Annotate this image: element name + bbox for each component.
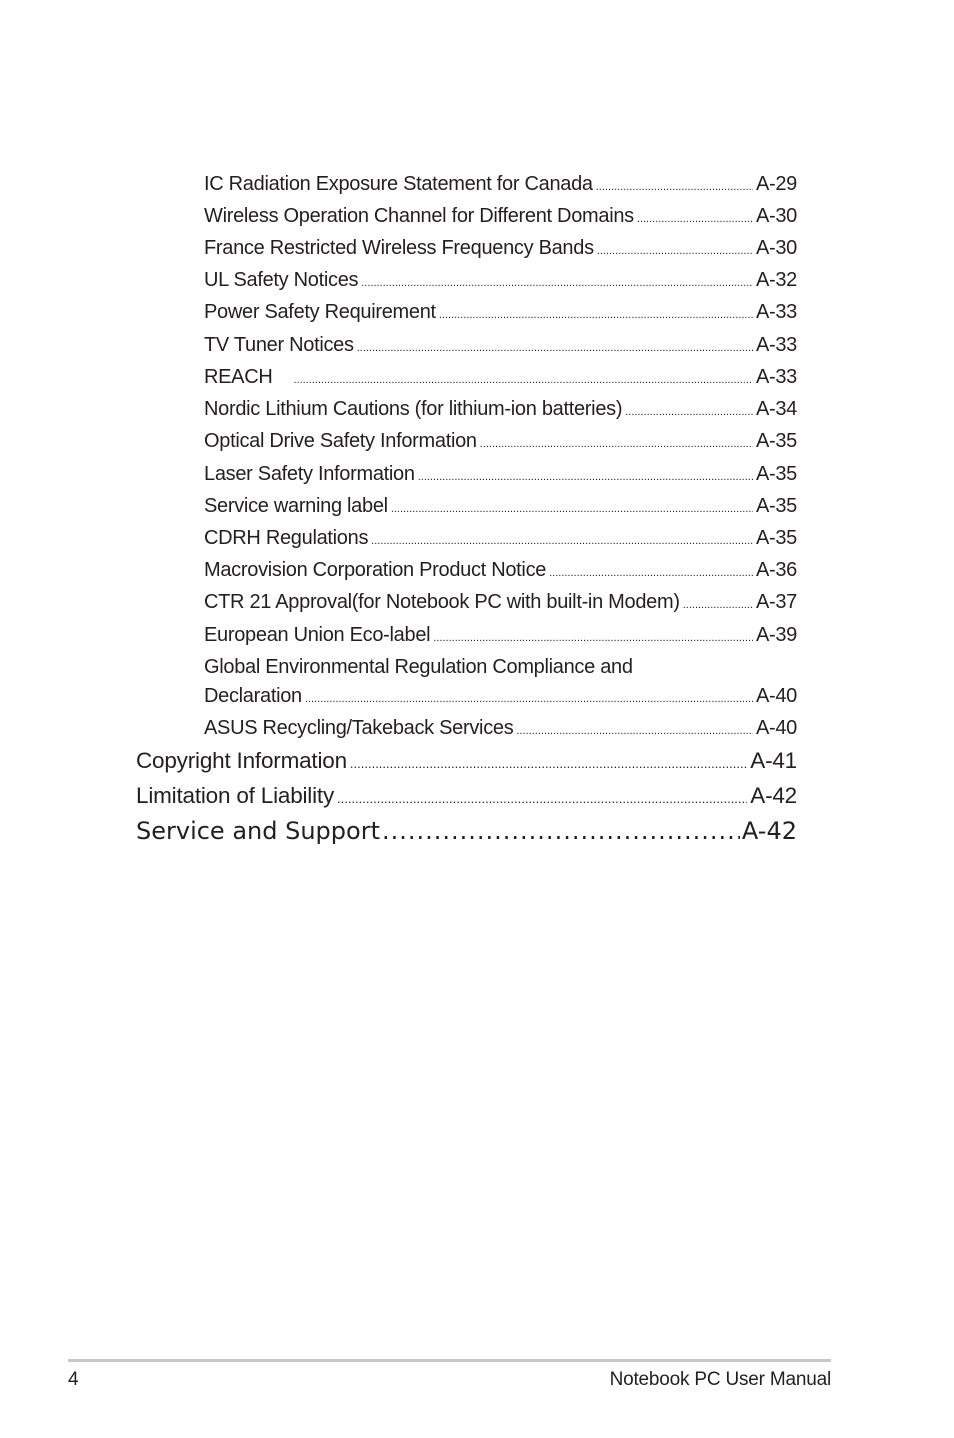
dot-leader: [516, 717, 753, 745]
toc-entry-label: Wireless Operation Channel for Different Domains: [204, 205, 634, 227]
toc-entry[interactable]: [204, 460, 797, 488]
toc-entry-label: CTR 21 Approval(for Notebook PC with built-in Modem): [204, 591, 680, 613]
toc-entry-page: A-37: [755, 591, 797, 613]
toc-entry-page: A-36: [755, 559, 797, 581]
toc-entry[interactable]: [204, 714, 797, 742]
toc-entry[interactable]: [204, 556, 797, 584]
toc-entry-page: A-33: [755, 301, 797, 323]
toc-entry[interactable]: [136, 814, 797, 848]
toc-entry[interactable]: [204, 298, 797, 326]
toc-entry-label: Nordic Lithium Cautions (for lithium-ion batteries): [204, 398, 623, 420]
toc-entry-page: A-35: [755, 430, 797, 452]
toc-entry-page: A-34: [755, 398, 797, 420]
toc-entry-page: A-42: [750, 783, 797, 808]
toc-entry-page: A-35: [755, 527, 797, 549]
toc-entry-label: Declaration: [204, 685, 302, 707]
footer-divider: [68, 1359, 831, 1362]
toc-entry-label: Laser Safety Information: [204, 463, 415, 485]
toc-entry-page: A-35: [755, 463, 797, 485]
footer-manual-title: Notebook PC User Manual: [609, 1369, 831, 1390]
toc-entry-label: REACH: [204, 366, 273, 388]
dot-leader: [361, 269, 753, 297]
dot-leader: [382, 814, 740, 848]
dot-leader: [480, 430, 753, 458]
toc-entry-label: UL Safety Notices: [204, 269, 359, 291]
toc-entry-label: TV Tuner Notices: [204, 334, 354, 356]
toc-entry[interactable]: [204, 682, 797, 710]
dot-leader: [391, 495, 753, 523]
dot-leader: [418, 463, 753, 491]
toc-entry[interactable]: [204, 524, 797, 552]
toc-entry-page: A-39: [755, 624, 797, 646]
dot-leader: [683, 591, 753, 619]
toc-entry-label: France Restricted Wireless Frequency Bands: [204, 237, 594, 259]
toc-entry-label: European Union Eco-label: [204, 624, 431, 646]
dot-leader: [433, 624, 753, 652]
dot-leader: [371, 527, 753, 555]
toc-entry[interactable]: [204, 266, 797, 294]
toc-entry[interactable]: [204, 331, 797, 359]
dot-leader: [549, 559, 753, 587]
toc-entry-page: A-33: [755, 334, 797, 356]
toc-entry-page: A-29: [755, 173, 797, 195]
toc-entry-label: Limitation of Liability: [136, 783, 334, 808]
toc-entry-label: Macrovision Corporation Product Notice: [204, 559, 547, 581]
toc-entry[interactable]: [136, 746, 797, 776]
toc-entry-label-line1[interactable]: Global Environmental Regulation Compliance and: [204, 656, 633, 678]
toc-entry-page: A-40: [755, 685, 797, 707]
toc-entry-page: A-40: [755, 717, 797, 739]
toc-entry[interactable]: [204, 492, 797, 520]
toc-entry-page: A-41: [750, 748, 797, 773]
toc-entry-label: Optical Drive Safety Information: [204, 430, 477, 452]
toc-entry-label: Service warning label: [204, 495, 388, 517]
dot-leader: [439, 301, 753, 329]
dot-leader: [637, 205, 753, 233]
toc-entry-page: A-32: [755, 269, 797, 291]
toc-entry-label: Power Safety Requirement: [204, 301, 436, 323]
toc-entry-label: Copyright Information: [136, 748, 347, 773]
dot-leader: [294, 366, 753, 394]
dot-leader: [305, 685, 753, 713]
dot-leader: [597, 237, 753, 265]
toc-entry[interactable]: [204, 234, 797, 262]
toc-entry-page: A-42: [741, 817, 797, 845]
toc-entry-page: A-30: [755, 237, 797, 259]
toc-entry[interactable]: [204, 395, 797, 423]
dot-leader: [596, 173, 753, 201]
dot-leader: [357, 334, 753, 362]
toc-entry-label: CDRH Regulations: [204, 527, 369, 549]
toc-entry[interactable]: [204, 621, 797, 649]
toc-entry-page: A-30: [755, 205, 797, 227]
toc-entry-page: A-35: [755, 495, 797, 517]
toc-entry[interactable]: [204, 363, 797, 391]
footer-page-number: 4: [68, 1369, 79, 1390]
toc-entry-label: IC Radiation Exposure Statement for Canada: [204, 173, 593, 195]
toc-entry-label: Service and Support: [136, 817, 380, 845]
dot-leader: [337, 784, 747, 814]
toc-entry-page: A-33: [755, 366, 797, 388]
toc-entry-label: ASUS Recycling/Takeback Services: [204, 717, 514, 739]
toc-entry[interactable]: [204, 427, 797, 455]
dot-leader: [350, 749, 747, 779]
toc-entry[interactable]: [204, 170, 797, 198]
toc-entry[interactable]: [204, 202, 797, 230]
toc-entry[interactable]: [204, 588, 797, 616]
dot-leader: [625, 398, 753, 426]
toc-entry[interactable]: [136, 781, 797, 811]
